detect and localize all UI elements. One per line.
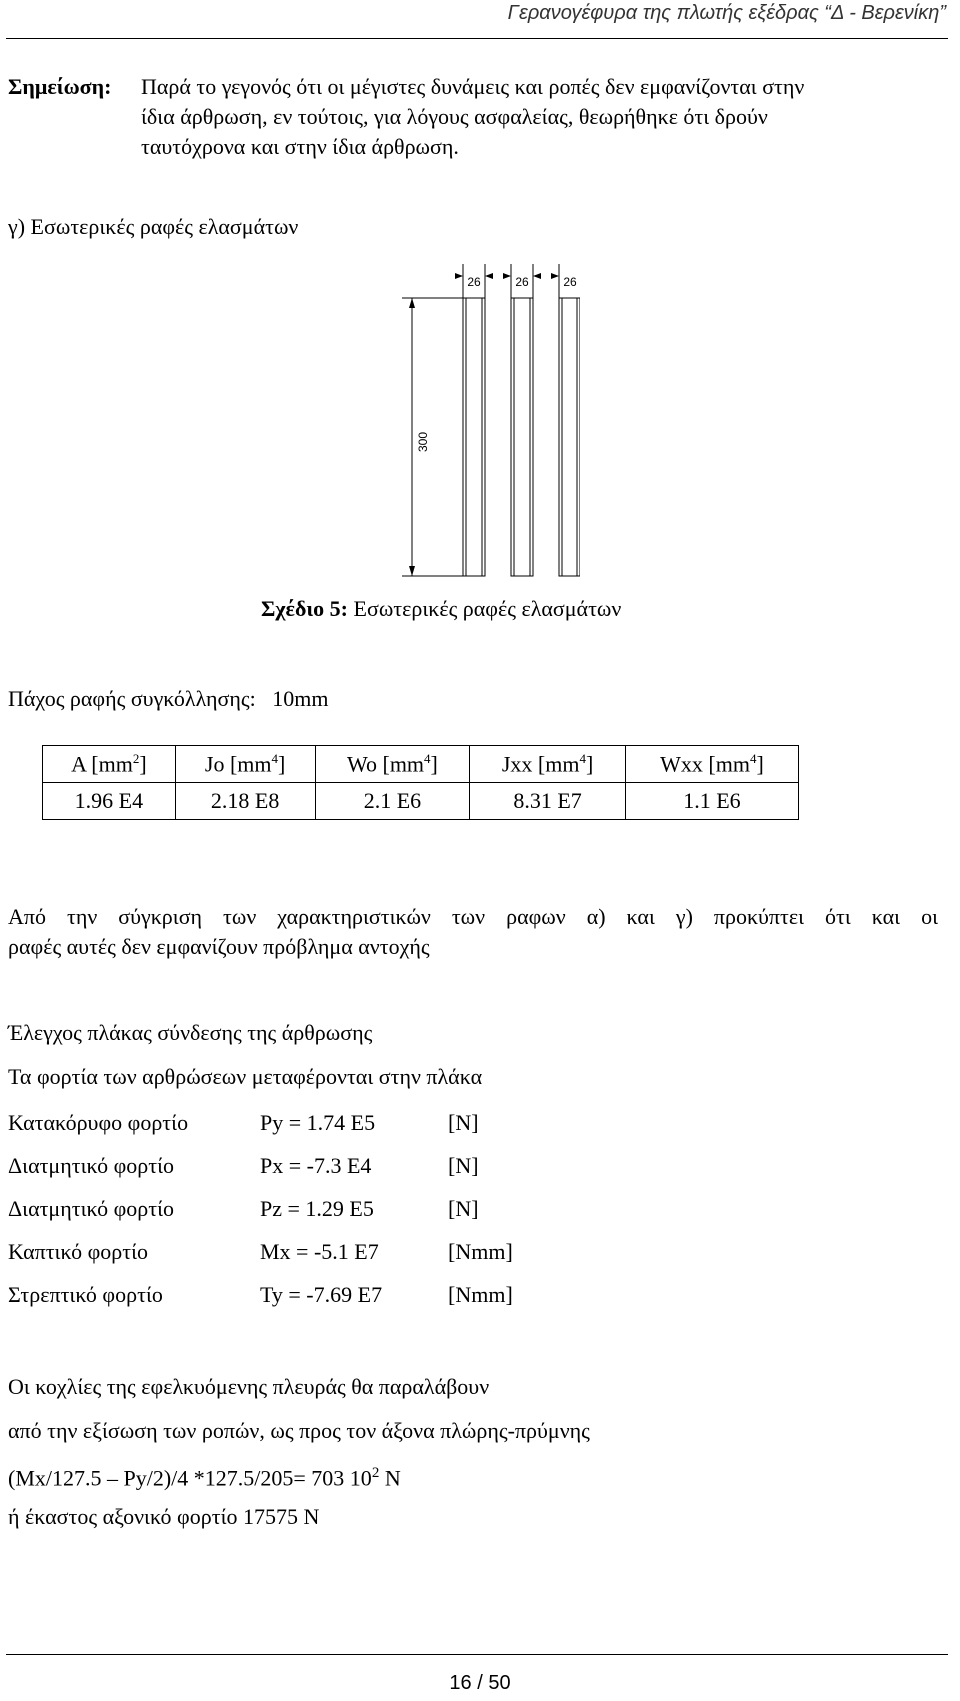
plate-2-inner: [514, 298, 530, 576]
header-area: A $[mm^2]$: [43, 746, 176, 783]
table-row: [8, 1230, 513, 1273]
load-value: Py = 1.74 E5: [260, 1109, 376, 1135]
note-line-1: Παρά το γεγονός ότι οι μέγιστες δυνάμεις και ροπές δεν εμφανίζονται στην: [141, 74, 805, 99]
weld-plates-drawing: [400, 262, 580, 584]
dim-label-3: 26: [563, 275, 577, 289]
note-label: Σημείωση:: [8, 74, 112, 99]
plate-1-inner: [466, 298, 482, 576]
ext-lines: [402, 264, 559, 576]
load-unit: [N]: [448, 1152, 479, 1178]
weld-thickness: Πάχος ραφής συγκόλλησης: 10mm: [8, 686, 329, 711]
note-body: [141, 72, 936, 162]
value-area: 1.96 E4: [43, 783, 176, 820]
page-number: 16 / 50: [449, 1672, 511, 1694]
header-wo: Wo $[mm^4]$: [315, 746, 470, 783]
load-name: Κατακόρυφο φορτίο: [8, 1109, 189, 1135]
dim-label-2: 26: [515, 275, 529, 289]
bolts-line-2: από την εξίσωση των ροπών, ως προς τον άξονα πλώρης-πρύμνης: [8, 1418, 590, 1443]
note-line-2: ίδια άρθρωση, εν τούτοις, για λόγους ασφαλείας, θεωρήθηκε ότι δρούν: [141, 104, 768, 129]
comparison-line-1: Από την σύγκριση των χαρακτηριστικών των ραφων α) και γ) προκύπτει ότι και οι: [8, 904, 938, 929]
load-value: Mx = -5.1 E7: [260, 1238, 379, 1264]
header-rule: [6, 38, 948, 39]
table-row: [8, 1187, 513, 1230]
bolts-line-1: Οι κοχλίες της εφελκυόμενης πλευράς θα παραλάβουν: [8, 1374, 490, 1399]
bolts-equation: (Mx/127.5 – Py/2)/4 *127.5/205= 703 $10^2$ N: [8, 1465, 401, 1491]
table-row: [8, 1144, 513, 1187]
caption-label: Σχέδιο 5:: [261, 596, 349, 621]
header-wxx: Wxx $[mm^4]$: [625, 746, 798, 783]
table-row: [43, 783, 799, 820]
load-unit: [N]: [448, 1195, 479, 1221]
plate-outlines: [463, 298, 580, 576]
section-properties-table: [42, 745, 799, 820]
load-name: Διατμητικό φορτίο: [8, 1152, 175, 1178]
load-name: Καπτικό φορτίο: [8, 1238, 149, 1264]
plate-check-title: Έλεγχος πλάκας σύνδεσης της άρθρωσης: [8, 1020, 373, 1045]
load-name: Διατμητικό φορτίο: [8, 1195, 175, 1221]
header-jxx: Jxx $[mm^4]$: [470, 746, 626, 783]
figure-caption: [261, 594, 621, 624]
caption-text: Εσωτερικές ραφές ελασμάτων: [348, 596, 622, 621]
comparison-paragraph: [8, 902, 938, 962]
load-unit: [Nmm]: [448, 1281, 513, 1307]
bolts-line-4: ή έκαστος αξονικό φορτίο 17575 N: [8, 1504, 320, 1529]
load-name: Στρεπτικό φορτίο: [8, 1281, 163, 1307]
note-block: [8, 72, 938, 167]
table-header-row: [43, 746, 799, 783]
load-value: Pz = 1.29 E5: [260, 1195, 374, 1221]
loads-table: [8, 1101, 513, 1316]
plate-3-inner: [562, 298, 577, 576]
load-unit: [N]: [448, 1109, 479, 1135]
dim-label-height: 300: [416, 431, 430, 453]
running-header: Γερανογέφυρα της πλωτής εξέδρας “Δ - Βερενίκη”: [507, 2, 946, 24]
section-c-title: γ) Εσωτερικές ραφές ελασμάτων: [8, 214, 299, 239]
table-row: [8, 1273, 513, 1316]
value-wo: 2.1 E6: [315, 783, 470, 820]
value-wxx: 1.1 E6: [625, 783, 798, 820]
value-jo: 2.18 E8: [175, 783, 315, 820]
load-unit: [Nmm]: [448, 1238, 513, 1264]
arrowheads: [409, 273, 559, 576]
value-jxx: 8.31 E7: [470, 783, 626, 820]
comparison-line-2: ραφές αυτές δεν εμφανίζουν πρόβλημα αντοχής: [8, 934, 430, 959]
dim-label-1: 26: [467, 275, 481, 289]
footer-rule: [6, 1654, 948, 1655]
load-value: Px = -7.3 E4: [260, 1152, 372, 1178]
header-jo: Jo $[mm^4]$: [175, 746, 315, 783]
load-value: Ty = -7.69 E7: [260, 1281, 383, 1307]
plate-check-subtitle: Τα φορτία των αρθρώσεων μεταφέρονται στην πλάκα: [8, 1064, 483, 1089]
note-line-3: ταυτόχρονα και στην ίδια άρθρωση.: [141, 134, 459, 159]
table-row: [8, 1101, 513, 1144]
